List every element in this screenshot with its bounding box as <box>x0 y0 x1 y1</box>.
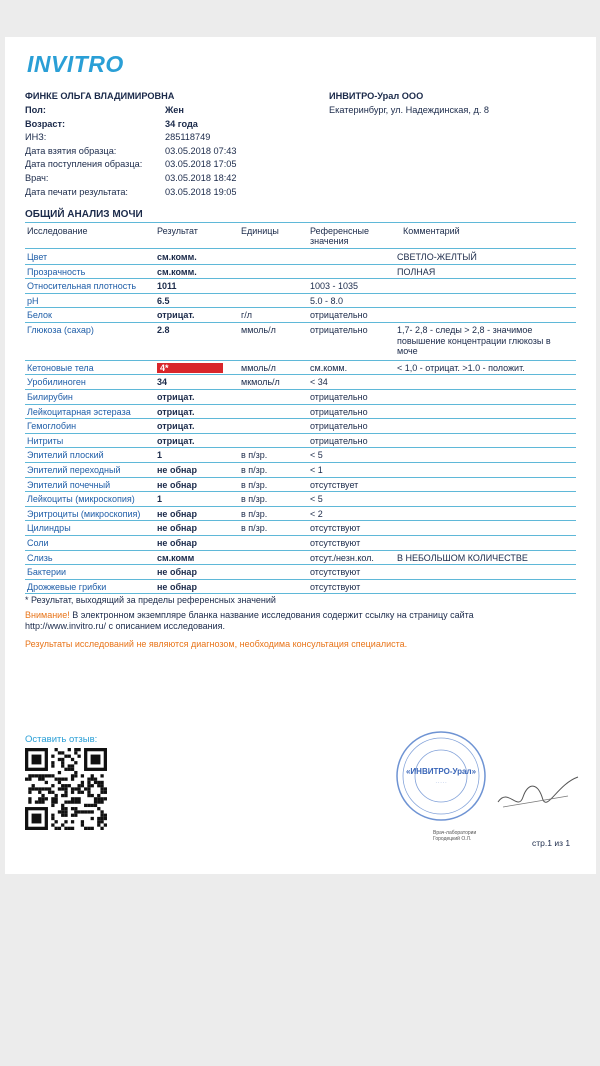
unit-value: в п/зр. <box>241 494 268 505</box>
invitro-logo: INVITRO <box>27 51 124 77</box>
test-name[interactable]: Нитриты <box>27 435 64 446</box>
result-value: 34 <box>157 377 168 388</box>
result-value: не обнар <box>157 538 197 548</box>
table-row <box>25 250 576 265</box>
reference-value: отрицательно <box>310 325 368 335</box>
reference-value: отрицательно <box>310 406 368 417</box>
reference-value: отрицательно <box>310 392 368 402</box>
reference-value: < 2 <box>310 508 323 519</box>
table-row <box>25 279 576 294</box>
patient-field-label: Пол: <box>25 105 46 115</box>
reference-value: 1003 - 1035 <box>310 281 359 292</box>
patient-name: ФИНКЕ ОЛЬГА ВЛАДИМИРОВНА <box>25 91 175 101</box>
result-value: см.комм. <box>157 266 197 277</box>
test-name[interactable]: Слизь <box>27 552 53 563</box>
result-value: отрицат. <box>157 406 195 417</box>
test-name[interactable]: Белок <box>27 310 52 321</box>
unit-value: в п/зр. <box>241 450 268 461</box>
reference-value: < 5 <box>310 494 323 505</box>
test-name[interactable]: Цилиндры <box>27 523 71 534</box>
reference-value: отсутствуют <box>310 538 361 548</box>
signatory-name: Городецкий О.Л. <box>433 836 472 842</box>
comment-value: В НЕБОЛЬШОМ КОЛИЧЕСТВЕ <box>397 552 528 563</box>
attention-text2: с описанием исследования. <box>106 621 226 631</box>
test-name[interactable]: pH <box>27 295 39 306</box>
table-row <box>25 565 576 580</box>
reference-value: отсут./незн.кол. <box>310 552 374 563</box>
unit-value: мкмоль/л <box>241 377 280 388</box>
test-name[interactable]: Лейкоцитарная эстераза <box>27 406 131 417</box>
patient-field-label: Врач: <box>25 173 49 183</box>
result-value: 1011 <box>157 281 177 292</box>
col-reference: Референсные <box>310 226 369 236</box>
result-value: 2.8 <box>157 325 170 335</box>
qr-code[interactable] <box>25 748 107 830</box>
flagged-result-badge: 4* <box>157 363 223 373</box>
footnote: * Результат, выходящий за пределы референсных значений <box>25 595 276 605</box>
col-test: Исследование <box>27 226 88 236</box>
reference-value: < 5 <box>310 450 323 461</box>
patient-field-value: 03.05.2018 19:05 <box>165 186 237 197</box>
patient-field-label: Возраст: <box>25 118 66 129</box>
table-row <box>25 375 576 390</box>
reference-value: < 1 <box>310 465 323 475</box>
result-value: см.комм <box>157 552 195 563</box>
result-value: не обнар <box>157 567 197 578</box>
unit-value: г/л <box>241 310 253 321</box>
lab-address: Екатеринбург, ул. Надеждинская, д. 8 <box>329 105 490 115</box>
test-name[interactable]: Уробилиноген <box>27 377 86 388</box>
patient-field-label: Дата взятия образца: <box>25 145 117 156</box>
patient-field-label: Дата поступления образца: <box>25 159 143 170</box>
reference-value: отсутствуют <box>310 567 361 578</box>
test-name[interactable]: Лейкоциты (микроскопия) <box>27 494 135 505</box>
table-row <box>25 492 576 507</box>
feedback-label: Оставить отзыв: <box>25 734 98 745</box>
comment-value: 1,7- 2,8 - следы > 2,8 - значимое повышение концентрации глюкозы в моче <box>397 325 551 356</box>
patient-field-value: 285118749 <box>165 132 211 143</box>
table-row <box>25 308 576 323</box>
table-row <box>25 361 576 376</box>
reference-value: отрицательно <box>310 435 368 446</box>
comment-value: СВЕТЛО-ЖЕЛТЫЙ <box>397 252 477 262</box>
test-name[interactable]: Эпителий плоский <box>27 450 104 461</box>
table-row <box>25 580 576 595</box>
table-row <box>25 390 576 405</box>
unit-value: в п/зр. <box>241 465 268 475</box>
table-row <box>25 323 576 361</box>
result-value: отрицат. <box>157 421 195 432</box>
patient-field-value: 34 года <box>165 118 198 129</box>
result-value: отрицат. <box>157 435 195 446</box>
result-value: не обнар <box>157 581 197 592</box>
test-name[interactable]: Билирубин <box>27 392 73 402</box>
table-row <box>25 507 576 522</box>
disclaimer: Результаты исследований не являются диагнозом, необходима консультация специалиста. <box>25 639 408 649</box>
stamp-image <box>395 730 487 822</box>
reference-value: < 34 <box>310 377 328 388</box>
attention-link[interactable]: http://www.invitro.ru/ <box>25 621 107 631</box>
result-value: см.комм. <box>157 252 197 262</box>
test-name[interactable]: Цвет <box>27 252 48 262</box>
reference-value: см.комм. <box>310 362 348 373</box>
reference-value: отрицательно <box>310 421 368 432</box>
col-units: Единицы <box>241 226 279 236</box>
section-title: ОБЩИЙ АНАЛИЗ МОЧИ <box>25 209 143 220</box>
table-row <box>25 448 576 463</box>
reference-value: 5.0 - 8.0 <box>310 295 344 306</box>
result-value: 1 <box>157 450 163 461</box>
page-number: стр.1 из 1 <box>532 838 571 848</box>
table-row <box>25 463 576 478</box>
result-value: не обнар <box>157 523 197 534</box>
test-name[interactable]: Прозрачность <box>27 266 86 277</box>
patient-field-value: Жен <box>165 105 184 115</box>
patient-field-value: 03.05.2018 07:43 <box>165 145 237 156</box>
result-value: не обнар <box>157 465 197 475</box>
signatory-title: Врач-лаборатории <box>433 830 477 836</box>
table-row <box>25 551 576 566</box>
unit-value: ммоль/л <box>241 325 276 335</box>
result-value: отрицат. <box>157 392 195 402</box>
table-row <box>25 405 576 420</box>
unit-value: в п/зр. <box>241 508 268 519</box>
patient-field-value: 03.05.2018 18:42 <box>165 173 237 183</box>
test-name[interactable]: Эпителий переходный <box>27 465 121 475</box>
report-page <box>5 37 596 874</box>
result-value: 6.5 <box>157 295 170 306</box>
test-name[interactable]: Бактерии <box>27 567 67 578</box>
result-value: не обнар <box>157 479 197 490</box>
col-comment: Комментарий <box>403 226 460 236</box>
attention-text: В электронном экземпляре бланка название исследования содержит ссылку на страницу сайта <box>69 610 474 620</box>
test-name[interactable]: Кетоновые тела <box>27 362 94 373</box>
unit-value: в п/зр. <box>241 523 268 534</box>
test-name[interactable]: Эритроциты (микроскопия) <box>27 508 141 519</box>
table-row <box>25 265 576 280</box>
table-row <box>25 419 576 434</box>
stamp-text: «ИНВИТРО-Урал» <box>405 767 477 776</box>
result-value: не обнар <box>157 508 197 519</box>
reference-value: отрицательно <box>310 310 368 321</box>
comment-value: ПОЛНАЯ <box>397 266 436 277</box>
patient-field-value: 03.05.2018 17:05 <box>165 159 237 170</box>
table-row <box>25 434 576 449</box>
reference-value: отсутствуют <box>310 581 361 592</box>
signature-image <box>483 772 583 822</box>
lab-name: ИНВИТРО-Урал ООО <box>329 91 424 101</box>
table-header-line <box>25 248 576 249</box>
patient-field-label: ИНЗ: <box>25 132 47 143</box>
result-value <box>157 363 223 374</box>
reference-value: отсутствуют <box>310 523 361 534</box>
test-name[interactable]: Дрожжевые грибки <box>27 581 107 592</box>
table-top-line <box>25 222 576 223</box>
col-result: Результат <box>157 226 198 236</box>
test-name[interactable]: Глюкоза (сахар) <box>27 325 94 335</box>
test-name[interactable]: Гемоглобин <box>27 421 77 432</box>
unit-value: ммоль/л <box>241 362 276 373</box>
result-value: отрицат. <box>157 310 195 321</box>
svg-text:· · · · ·: · · · · · <box>435 780 447 785</box>
comment-value: < 1,0 - отрицат. >1.0 - положит. <box>397 362 525 373</box>
result-value: 1 <box>157 494 163 505</box>
table-row <box>25 536 576 551</box>
reference-value: отсутствует <box>310 479 359 490</box>
attention-note <box>25 610 545 632</box>
test-name[interactable]: Эпителий почечный <box>27 479 111 490</box>
patient-field-label: Дата печати результата: <box>25 186 128 197</box>
table-row <box>25 521 576 536</box>
test-name[interactable]: Соли <box>27 538 49 548</box>
table-row <box>25 478 576 493</box>
unit-value: в п/зр. <box>241 479 268 490</box>
attention-label: Внимание! <box>25 610 70 620</box>
col-reference-2: значения <box>310 236 349 246</box>
table-row <box>25 294 576 309</box>
test-name[interactable]: Относительная плотность <box>27 281 137 292</box>
